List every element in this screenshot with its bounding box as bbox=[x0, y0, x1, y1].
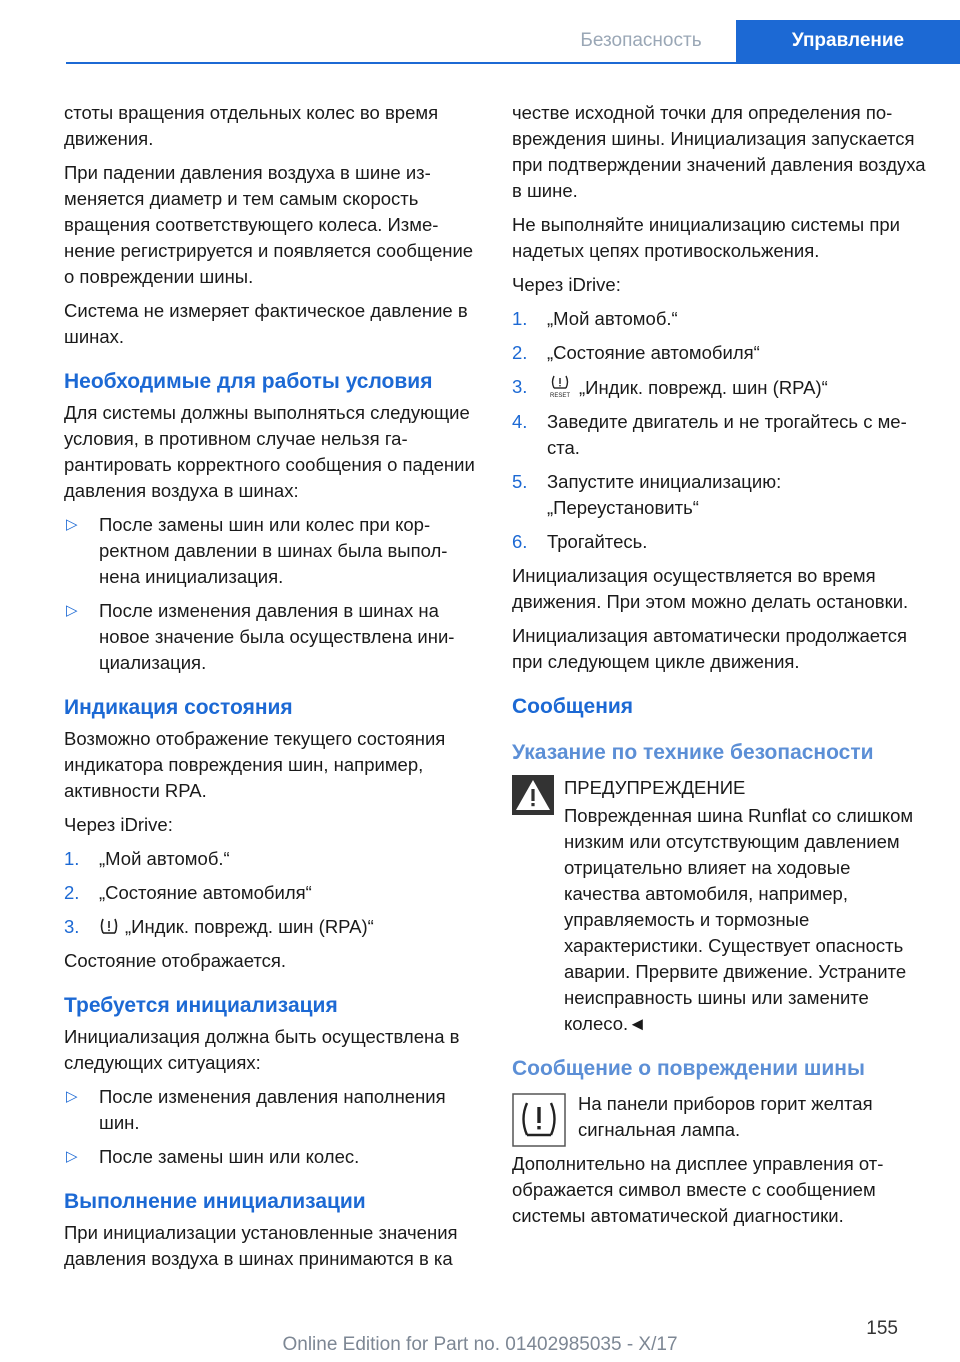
step-number: 3. bbox=[64, 916, 80, 937]
paragraph: Не выполняйте инициализацию системы при надетых цепях противоскольжения. bbox=[512, 214, 901, 261]
list-item bbox=[512, 409, 930, 461]
list-item bbox=[512, 529, 930, 555]
paragraph: При падении давления воздуха в шине изменяется диаметр и тем самым скорость вращения соответствующего колеса. Изменение регистрируется и появляется сообщение о повреждении шины. bbox=[64, 162, 474, 287]
tire-pressure-icon bbox=[99, 916, 119, 936]
warning-text: Поврежденная шина Runflat со слишком низким или отсутствующим давлением отрицательно влияет на ходовые качества автомобиля, например, управляемость и тормозные характеристики. Существует опасность аварии. Прервите движение. Устраните неисправность шины или замените колесо.◄ bbox=[564, 805, 914, 1034]
paragraph: Через iDrive: bbox=[512, 274, 621, 295]
paragraph: честве исходной точки для определения повреждения шины. Инициализация запускается при подтверждении значений давления воздуха в шине. bbox=[512, 102, 926, 201]
paragraph: Для системы должны выполняться следующие условия, в противном случае нельзя гарантировать корректного сообщения о падении давления воздуха в шинах: bbox=[64, 402, 475, 501]
list-item bbox=[64, 512, 478, 590]
step-text: Заведите двигатель и не трогайтесь с места. bbox=[547, 411, 907, 458]
list-item bbox=[512, 469, 930, 521]
warning-title: ПРЕДУПРЕЖДЕНИЕ bbox=[564, 777, 746, 798]
step-number: 2. bbox=[512, 342, 528, 363]
paragraph: Через iDrive: bbox=[64, 814, 173, 835]
heading-init-required: Требуется инициализация bbox=[64, 994, 338, 1017]
heading-damage-message: Сообщение о повреждении шины bbox=[512, 1057, 865, 1080]
list-item-text: После изменения давления наполнения шин. bbox=[99, 1086, 446, 1133]
step-number: 3. bbox=[512, 376, 528, 397]
paragraph: Дополнительно на дисплее управления отображается символ вместе с сообщением системы автоматической диагностики. bbox=[512, 1153, 884, 1226]
lamp-text: На панели приборов горит желтая сигнальная лампа. bbox=[578, 1093, 873, 1140]
list-item bbox=[512, 374, 930, 401]
warning-triangle-icon bbox=[512, 775, 554, 815]
paragraph: Система не измеряет фактическое давление в шинах. bbox=[64, 300, 468, 347]
paragraph: Инициализация автоматически продолжается при следующем цикле движения. bbox=[512, 625, 908, 672]
list-item bbox=[64, 914, 478, 940]
heading-status: Индикация состояния bbox=[64, 696, 293, 719]
list-item bbox=[64, 1144, 478, 1170]
list-item-text: После изменения давления в шинах на новое значение была осуществлена инициализация. bbox=[99, 600, 455, 673]
step-number: 1. bbox=[512, 308, 528, 329]
step-text: „Мой автомоб.“ bbox=[99, 848, 230, 869]
paragraph: стоты вращения отдельных колес во время движения. bbox=[64, 102, 439, 149]
conditions-list bbox=[64, 512, 478, 676]
heading-safety-note: Указание по технике безопасности bbox=[512, 741, 874, 764]
list-item-text: После замены шин или колес при корректном давлении в шинах была выполнена инициализация. bbox=[99, 514, 448, 587]
heading-conditions: Необходимые для работы условия bbox=[64, 370, 433, 393]
lamp-block bbox=[512, 1091, 930, 1151]
svg-text:RESET: RESET bbox=[549, 393, 571, 399]
init-steps bbox=[512, 306, 930, 555]
header-rule bbox=[66, 62, 960, 64]
step-number: 4. bbox=[512, 411, 528, 432]
init-list bbox=[64, 1084, 478, 1170]
footer-edition: Online Edition for Part no. 01402985035 - X/17 bbox=[282, 1334, 678, 1355]
triangle-bullet-icon: ▷ bbox=[66, 1088, 78, 1105]
step-text: „Состояние автомобиля“ bbox=[547, 342, 760, 363]
warning-block bbox=[512, 775, 930, 1037]
triangle-bullet-icon: ▷ bbox=[66, 516, 78, 533]
triangle-bullet-icon: ▷ bbox=[66, 602, 78, 619]
step-text: „Индик. поврежд. шин (RPA)“ bbox=[579, 377, 828, 398]
right-column bbox=[512, 100, 930, 1237]
paragraph: Инициализация осуществляется во время движения. При этом можно делать остановки. bbox=[512, 565, 909, 612]
paragraph: При инициализации установленные значения давления воздуха в шинах принимаются в ка bbox=[64, 1222, 458, 1269]
step-number: 5. bbox=[512, 471, 528, 492]
step-text: „Индик. поврежд. шин (RPA)“ bbox=[125, 916, 374, 937]
step-number: 6. bbox=[512, 531, 528, 552]
step-text: „Состояние автомобиля“ bbox=[99, 882, 312, 903]
status-steps bbox=[64, 846, 478, 940]
step-number: 2. bbox=[64, 882, 80, 903]
tire-warning-lamp-icon bbox=[512, 1093, 566, 1147]
list-item-text: После замены шин или колес. bbox=[99, 1146, 360, 1167]
list-item bbox=[64, 1084, 478, 1136]
list-item bbox=[512, 340, 930, 366]
page-number: 155 bbox=[866, 1318, 898, 1339]
tire-pressure-reset-icon bbox=[547, 374, 573, 400]
header-tab-controls[interactable]: Управление bbox=[736, 20, 960, 62]
paragraph: Инициализация должна быть осуществлена в следующих ситуациях: bbox=[64, 1026, 460, 1073]
step-number: 1. bbox=[64, 848, 80, 869]
step-text: Запустите инициализацию: „Переустановить“ bbox=[547, 471, 782, 518]
triangle-bullet-icon: ▷ bbox=[66, 1148, 78, 1165]
list-item bbox=[64, 846, 478, 872]
paragraph: Состояние отображается. bbox=[64, 950, 287, 971]
heading-perform-init: Выполнение инициализации bbox=[64, 1190, 366, 1213]
step-text: „Мой автомоб.“ bbox=[547, 308, 678, 329]
list-item bbox=[64, 880, 478, 906]
list-item bbox=[512, 306, 930, 332]
list-item bbox=[64, 598, 478, 676]
left-column bbox=[64, 100, 478, 1280]
header-tab-safety[interactable]: Безопасность bbox=[580, 30, 702, 51]
heading-messages: Сообщения bbox=[512, 695, 634, 718]
paragraph: Возможно отображение текущего состояния индикатора повреждения шин, например, активности RPA. bbox=[64, 728, 446, 801]
step-text: Трогайтесь. bbox=[547, 531, 648, 552]
